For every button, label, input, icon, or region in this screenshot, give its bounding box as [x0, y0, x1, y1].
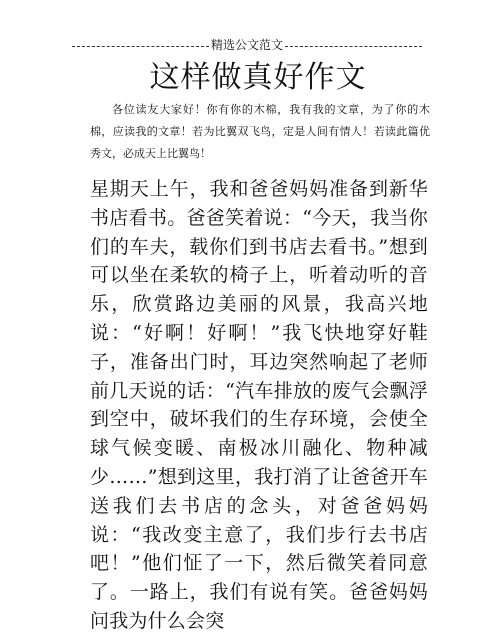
header-label: 精选公文范文: [211, 38, 284, 52]
document-title: 这样做真好作文: [149, 60, 367, 95]
header-dash-right: [285, 46, 422, 47]
header-dash-left: [72, 46, 209, 47]
body-paragraph: 星期天上午，我和爸爸妈妈准备到新华书店看书。爸爸笑着说：“今天，我当你们的车夫，载你们到书店去看书。”想到可以坐在柔软的椅子上，听着动听的音乐，欣赏路边美丽的风景，我高兴地说：“好啊！好啊！”我飞快地穿好鞋子，准备出门时，耳边突然响起了老师前几天说的话：“汽车排放的废气会飘浮到空中，破坏我们的生存环境，会使全球气候变暖、南极冰川融化、物种减少……”想到这里，我打消了让爸爸开车送我们去书店的念头，对爸爸妈妈说：“我改变主意了，我们步行去书店吧！”他们怔了一下，然后微笑着同意了。一路上，我们有说有笑。爸爸妈妈问我为什么会突: [90, 178, 428, 632]
header-rule: [72, 38, 422, 52]
intro-paragraph: 各位读友大家好！你有你的木棉，我有我的文章，为了你的木棉，应读我的文章！若为比翼双飞鸟，定是人间有情人！若读此篇优秀文，必成天上比翼鸟！: [90, 103, 430, 160]
